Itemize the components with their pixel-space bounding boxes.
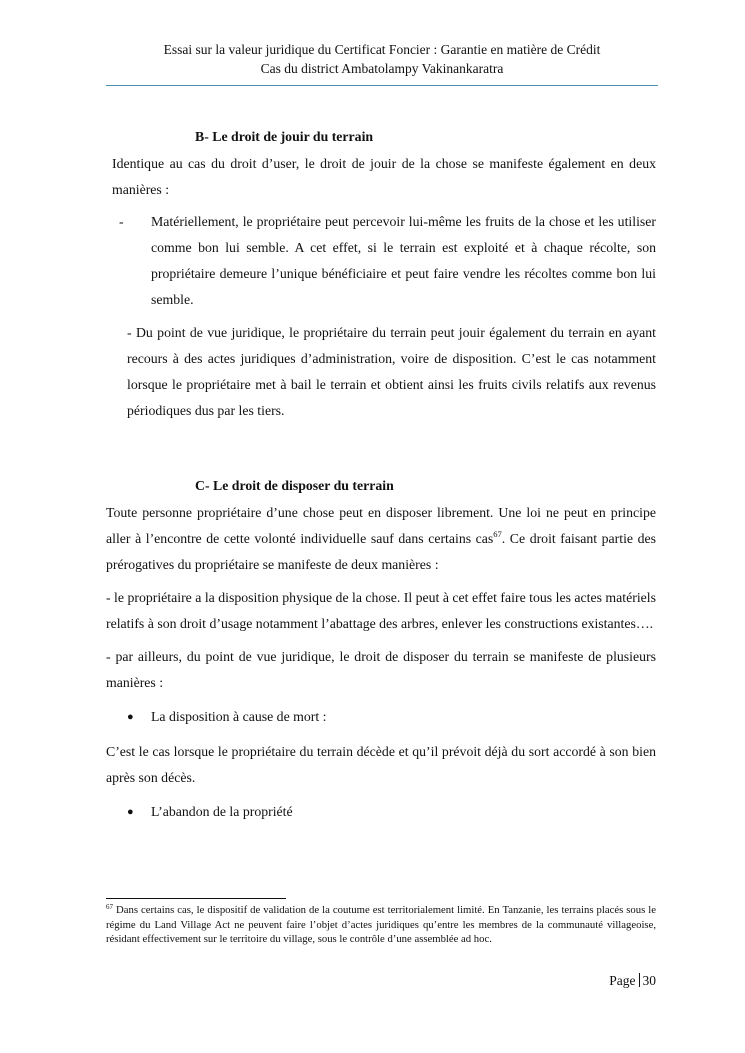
section-c-intro	[106, 500, 656, 578]
bullet-item-text: La disposition à cause de mort :	[151, 709, 327, 724]
dash-list-item	[119, 209, 656, 313]
footnote-number: 67	[106, 903, 113, 911]
physical-disposition-paragraph: - le propriétaire a la disposition physique de la chose. Il peut à cet effet faire tous les actes matériels relatifs à son droit d’usage notamment l’abattage des arbres, enlever les constructions existantes….	[106, 590, 656, 631]
footnote-divider	[106, 898, 286, 899]
footnote-text: Dans certains cas, le dispositif de validation de la coutume est territorialement limité. En Tanzanie, les terrains placés sous le régime du Land Village Act ne peuvent faire l’objet d’actes juridiques qu’entre les membres de la communauté villageoise, résidant effectivement sur le territoire du village, sous le contrôle d’une assemblée ad hoc.	[106, 904, 656, 945]
bullet-item-text: L’abandon de la propriété	[151, 804, 293, 819]
bullet-item-abandon	[127, 799, 656, 825]
section-c-heading: C- Le droit de disposer du terrain	[195, 478, 394, 493]
footnote	[106, 903, 656, 947]
bullet-icon: ●	[127, 806, 134, 818]
header-divider	[106, 85, 658, 86]
dash-item-text: Matériellement, le propriétaire peut percevoir lui-même les fruits de la chose et les utiliser comme bon lui semble. A cet effet, si le terrain est exploité et à chaque récolte, son propriétaire demeure l’unique bénéficiaire et peut faire vendre les récoltes comme bon lui semble.	[151, 214, 656, 307]
bullet-icon: ●	[127, 711, 134, 723]
legal-disposition-paragraph: - par ailleurs, du point de vue juridique, le droit de disposer du terrain se manifeste de plusieurs manières :	[106, 649, 656, 690]
section-b-heading: B- Le droit de jouir du terrain	[195, 129, 374, 144]
header-subtitle-line: Cas du district Ambatolampy Vakinankaratra	[260, 61, 504, 76]
section-b-intro: Identique au cas du droit d’user, le droit de jouir de la chose se manifeste également en deux manières :	[112, 156, 656, 197]
death-disposition-paragraph: C’est le cas lorsque le propriétaire du terrain décède et qu’il prévoit déjà du sort accordé à son bien après son décès.	[106, 744, 656, 785]
page-number-separator	[639, 973, 640, 987]
page-body	[106, 124, 656, 825]
page-label: Page	[609, 973, 636, 988]
section-b-legal-paragraph: - Du point de vue juridique, le propriétaire du terrain peut jouir également du terrain en ayant recours à des actes juridiques d’administration, voire de disposition. C’est le cas notamment lorsque le propriétaire met à bail le terrain et obtient ainsi les fruits civils relatifs aux revenus périodiques dus par les tiers.	[127, 325, 656, 418]
running-header	[106, 40, 658, 78]
bullet-item-death	[127, 704, 656, 730]
section-c-intro-part2: . Ce droit faisant partie des prérogatives du propriétaire se manifeste de deux manières :	[106, 531, 657, 572]
header-title-line: Essai sur la valeur juridique du Certificat Foncier : Garantie en matière de Crédit	[163, 42, 601, 57]
page-number-value: 30	[642, 973, 656, 988]
dash-marker: -	[119, 214, 124, 229]
page-number	[609, 973, 656, 989]
section-c-intro-part1: Toute personne propriétaire d’une chose peut en disposer librement. Une loi ne peut en principe aller à l’encontre de cette volonté individuelle sauf dans certains cas	[106, 505, 656, 546]
footnote-reference[interactable]: 67	[493, 529, 502, 539]
